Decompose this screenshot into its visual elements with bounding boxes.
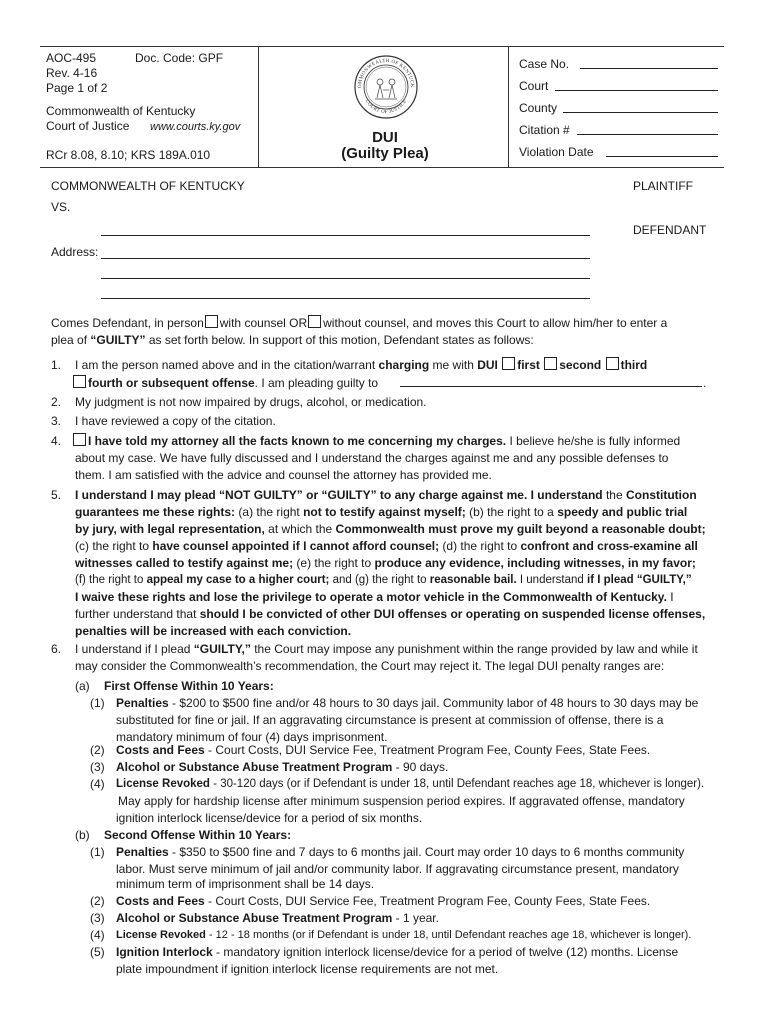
i5-l4b: have counsel appointed if I cannot afford counsel;: [152, 539, 440, 553]
second-offense-checkbox[interactable]: [544, 357, 557, 370]
defendant-label: DEFENDANT: [633, 223, 707, 237]
section-a-label: (a): [75, 679, 90, 693]
item-1-line-2: [72, 375, 378, 392]
i5-l6e: I understand: [516, 574, 588, 586]
i5-l5a: witnesses called to testify against me;: [75, 556, 294, 570]
item-6-number: 6.: [51, 642, 62, 656]
i5-l2a: guarantees me these rights:: [75, 505, 236, 519]
intro-in-person: Comes Defendant, in person: [51, 316, 204, 330]
i5-l5b: (e) the right to: [293, 556, 375, 570]
b3-number: (3): [90, 911, 105, 925]
item-6-line-2: may consider the Commonwealth’s recommendation, the Court may reject it. The legal DUI penalty ranges are:: [75, 659, 665, 673]
a1-bold: Penalties: [116, 696, 169, 710]
item-1-end: .: [703, 376, 707, 390]
i5-l3c: Commonwealth must prove my guilt beyond a reasonable doubt;: [335, 522, 706, 536]
intro-guilty: “GUILTY”: [90, 333, 146, 347]
in-person-checkbox[interactable]: [205, 315, 218, 328]
i5-l2b: (a) the right: [235, 505, 304, 519]
defendant-name-field[interactable]: [101, 235, 590, 236]
item-1-line-1: [75, 357, 647, 374]
i6-l1b: “GUILTY,”: [193, 642, 251, 656]
case-no-field[interactable]: [580, 68, 718, 69]
b3-text: - 1 year.: [392, 911, 439, 925]
header-divider-left: [258, 46, 259, 167]
section-a-title: [104, 678, 274, 695]
plaintiff-label: PLAINTIFF: [633, 179, 694, 193]
fourth-label: fourth or subsequent offense: [88, 376, 255, 390]
i5-l5c: produce any evidence, including witnesses, in my favor;: [374, 556, 696, 570]
revision: Rev. 4-16: [46, 66, 98, 80]
i5-l2c: not to testify against myself;: [303, 505, 466, 519]
b5-line-2: plate impoundment if ignition interlock license requirements are not met.: [116, 962, 499, 976]
item-4-line-2: about my case. We have fully discussed and I understand the charges against me and any possible defenses to: [75, 451, 669, 465]
item-5-line-6: [75, 572, 692, 589]
b1-bold: Penalties: [116, 845, 169, 859]
item-4-bold: I have told my attorney all the facts known to me concerning my charges.: [88, 434, 507, 448]
intro-without-counsel: without counsel, and moves this Court to allow him/her to enter a: [323, 316, 668, 330]
i5-l3a: by jury, with legal representation,: [75, 522, 265, 536]
item-4-line-3: them. I am satisfied with the advice and counsel the attorney has provided me.: [75, 468, 492, 482]
case-no-label: Case No.: [519, 57, 570, 71]
plaintiff-name: COMMONWEALTH OF KENTUCKY: [51, 179, 245, 193]
b2-line: [116, 893, 650, 910]
section-b-title: [104, 827, 291, 844]
i6-l1a: I understand if I plead: [75, 642, 194, 656]
item-5-line-1: [75, 487, 697, 504]
item-5-number: 5.: [51, 488, 62, 502]
first-offense-checkbox[interactable]: [502, 357, 515, 370]
doc-code: Doc. Code: GPF: [135, 51, 224, 65]
a3-line: [116, 759, 448, 776]
item-4-number: 4.: [51, 434, 62, 448]
b4-bold: License Revoked: [116, 929, 206, 941]
a3-number: (3): [90, 760, 105, 774]
i5-l7b: I: [666, 590, 674, 604]
b5-bold: Ignition Interlock: [116, 945, 213, 959]
pleading-guilty-to: . I am pleading guilty to: [254, 376, 379, 390]
address-label: Address:: [51, 245, 99, 259]
address-line-3[interactable]: [101, 298, 590, 299]
address-line-1[interactable]: [101, 258, 590, 259]
i5-l3b: at which the: [264, 522, 336, 536]
violation-date-field[interactable]: [606, 156, 718, 157]
b2-number: (2): [90, 894, 105, 908]
a1-text: - $200 to $500 fine and/or 48 hours to 30 days jail. Community labor of 48 hours to 30 days may be: [168, 696, 699, 710]
intro-line-2: [51, 332, 534, 349]
commonwealth-label: Commonwealth of Kentucky: [46, 104, 196, 118]
a4-line-1: [116, 776, 704, 793]
a3-bold: Alcohol or Substance Abuse Treatment Program: [116, 760, 393, 774]
second-label: second: [559, 358, 602, 372]
b1-line-2: labor. Must serve minimum of jail and/or community labor. If aggravating circumstance present, mandatory: [116, 862, 679, 876]
a4-number: (4): [90, 777, 105, 791]
item-1-number: 1.: [51, 358, 62, 372]
item-1-text-a: I am the person named above and in the citation/warrant: [75, 358, 379, 372]
item-2-number: 2.: [51, 395, 62, 409]
i5-l4c: (d) the right to: [439, 539, 521, 553]
courts-url: www.courts.ky.gov: [150, 121, 241, 133]
county-field[interactable]: [563, 112, 718, 113]
b3-bold: Alcohol or Substance Abuse Treatment Program: [116, 911, 393, 925]
b5-text: - mandatory ignition interlock license/device for a period of twelve (12) months. License: [212, 945, 679, 959]
form-id: AOC-495: [46, 51, 97, 65]
b1-number: (1): [90, 845, 105, 859]
svg-text:COMMONWEALTH OF KENTUCKY: [353, 54, 414, 88]
pleading-guilty-to-field[interactable]: [400, 386, 702, 387]
a1-line-3: mandatory minimum of four (4) days imprisonment.: [116, 730, 388, 744]
i5-l1a: I understand I may plead “NOT GUILTY” or “GUILTY” to any charge against me. I understand: [75, 488, 603, 502]
a2-text: - Court Costs, DUI Service Fee, Treatment Program Fee, County Fees, State Fees.: [204, 743, 651, 757]
item-3-text: I have reviewed a copy of the citation.: [75, 414, 276, 428]
seal-text-top: OMMONWEALTH OF KENTUCK: [357, 58, 415, 89]
without-counsel-checkbox[interactable]: [308, 315, 321, 328]
court-label: Court: [519, 79, 549, 93]
form-subtitle: (Guilty Plea): [341, 145, 429, 162]
i5-l6a: (f) the right to: [75, 574, 147, 586]
i5-l8b: should I be convicted of other DUI offenses or operating on suspended license offenses,: [199, 607, 706, 621]
form-title: DUI: [372, 129, 398, 146]
item-2-text: My judgment is not now impaired by drugs, alcohol, or medication.: [75, 395, 427, 409]
b5-line-1: [116, 944, 678, 961]
item-4-line-1: [72, 433, 680, 450]
a4-line-3: ignition interlock license/device for a period of six months.: [116, 811, 423, 825]
a4-text: - 30-120 days (or if Defendant is under 18, until Defendant reaches age 18, whichever is longer).: [209, 778, 705, 790]
item-5-line-7: [75, 589, 674, 606]
b4-text: - 12 - 18 months (or if Defendant is under 18, until Defendant reaches age 18, whichever is longer).: [205, 929, 692, 941]
b4-number: (4): [90, 928, 105, 942]
fourth-offense-checkbox[interactable]: [73, 375, 86, 388]
citation-label: Citation #: [519, 123, 570, 137]
b2-bold: Costs and Fees: [116, 894, 205, 908]
third-label: third: [620, 358, 648, 372]
item-5-line-9: [75, 623, 351, 640]
a4-bold: License Revoked: [116, 778, 210, 790]
citation-field[interactable]: [577, 134, 718, 135]
i5-l6d: reasonable bail.: [429, 574, 517, 586]
b4-line: [116, 927, 691, 944]
i6-l1c: the Court may impose any punishment within the range provided by law and while it: [250, 642, 698, 656]
county-label: County: [519, 101, 558, 115]
b2-text: - Court Costs, DUI Service Fee, Treatment Program Fee, County Fees, State Fees.: [204, 894, 651, 908]
a2-bold: Costs and Fees: [116, 743, 205, 757]
kentucky-seal-icon: [353, 54, 419, 120]
b3-line: [116, 910, 439, 927]
b1-text: - $350 to $500 fine and 7 days to 6 months jail. Court may order 10 days to 6 months community: [168, 845, 685, 859]
a1-line-2: substituted for fine or jail. If an aggravating circumstance is present at commission of offense, there is a: [116, 713, 664, 727]
i5-l6f: if I plead “GUILTY,”: [587, 574, 692, 586]
intro-set-forth: as set forth below. In support of this motion, Defendant states as follows:: [145, 333, 534, 347]
header-divider-right: [508, 46, 509, 167]
item-5-line-5: [75, 555, 696, 572]
vs-label: VS.: [51, 200, 71, 214]
statute-references: RCr 8.08, 8.10; KRS 189A.010: [46, 148, 211, 162]
first-label: first: [517, 358, 540, 372]
told-attorney-checkbox[interactable]: [73, 433, 86, 446]
intro-with-counsel: with counsel OR: [219, 316, 308, 330]
i5-l6b: appeal my case to a higher court;: [146, 574, 330, 586]
section-b-label: (b): [75, 828, 90, 842]
item-4-informed: I believe he/she is fully informed: [506, 434, 681, 448]
address-line-2[interactable]: [101, 278, 590, 279]
header-top-rule: [40, 46, 724, 47]
intro-line-1: [51, 315, 667, 332]
item-5-line-4: [75, 538, 698, 555]
i5-l4a: (c) the right to: [75, 539, 153, 553]
header-bottom-rule: [40, 167, 724, 168]
item-1-text-c: me with: [429, 358, 478, 372]
i5-l4d: confront and cross-examine all: [520, 539, 698, 553]
i5-l9: penalties will be increased with each conviction.: [75, 624, 352, 638]
i5-l8a: further understand that: [75, 607, 200, 621]
a2-line: [116, 742, 650, 759]
b1-line-1: [116, 844, 684, 861]
item-5-line-2: [75, 504, 687, 521]
i5-l2d: (b) the right to a: [465, 505, 558, 519]
a1-number: (1): [90, 696, 105, 710]
third-offense-checkbox[interactable]: [606, 357, 619, 370]
b5-number: (5): [90, 945, 105, 959]
i5-l6c: and (g) the right to: [329, 574, 430, 586]
i5-l7: I waive these rights and lose the privilege to operate a motor vehicle in the Commonwealth of Kentucky.: [75, 590, 667, 604]
a3-text: - 90 days.: [392, 760, 449, 774]
b1-line-3: minimum term of imprisonment shall be 14 days.: [116, 877, 375, 891]
item-3-number: 3.: [51, 414, 62, 428]
page-number: Page 1 of 2: [46, 81, 108, 95]
item-1-dui: DUI: [477, 358, 498, 372]
i5-l1b: the: [602, 488, 626, 502]
a4-line-2: May apply for hardship license after minimum suspension period expires. If aggravated offense, mandatory: [118, 794, 685, 808]
item-5-line-3: [75, 521, 706, 538]
item-1-charging: charging: [378, 358, 430, 372]
i5-l2e: speedy and public trial: [557, 505, 688, 519]
court-field[interactable]: [555, 90, 718, 91]
i5-l1c: Constitution: [626, 488, 697, 502]
intro-plea-of: plea of: [51, 333, 91, 347]
item-6-line-1: [75, 641, 698, 658]
a2-number: (2): [90, 743, 105, 757]
violation-date-label: Violation Date: [519, 145, 594, 159]
section-b-title-text: Second Offense Within 10 Years:: [104, 828, 292, 842]
section-a-title-text: First Offense Within 10 Years:: [104, 679, 274, 693]
court-of-justice-label: Court of Justice: [46, 119, 130, 133]
a1-line-1: [116, 695, 698, 712]
seal-text-bottom: COURT OF JUSTICE: [363, 99, 409, 116]
item-5-line-8: [75, 606, 705, 623]
